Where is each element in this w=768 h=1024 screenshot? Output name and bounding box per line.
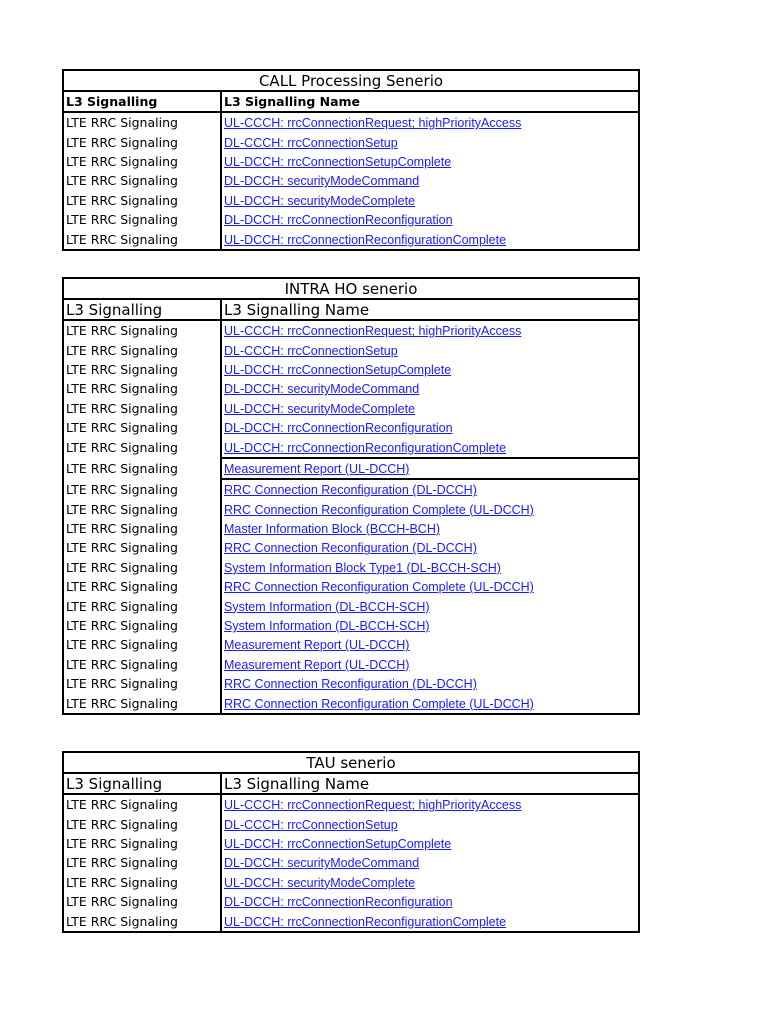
table-row (63, 577, 639, 596)
column-header-l3-signalling: L3 Signalling (63, 773, 221, 794)
signalling-type-cell: LTE RRC Signaling (63, 500, 221, 519)
signalling-type-cell: LTE RRC Signaling (63, 794, 221, 814)
table-row (63, 479, 639, 499)
signalling-type-cell: LTE RRC Signaling (63, 340, 221, 359)
table-row (63, 379, 639, 398)
table-row (63, 437, 639, 457)
signalling-name-link[interactable]: System Information (DL-BCCH-SCH) (224, 619, 430, 634)
table-row (63, 152, 639, 171)
table-row (63, 834, 639, 853)
table-row (63, 558, 639, 577)
signalling-type-cell: LTE RRC Signaling (63, 379, 221, 398)
signalling-name-cell (221, 418, 639, 437)
signalling-type-cell: LTE RRC Signaling (63, 229, 221, 249)
table-header-row (63, 773, 639, 794)
signalling-name-link[interactable]: UL-DCCH: rrcConnectionSetupComplete (224, 362, 452, 377)
signalling-type-cell: LTE RRC Signaling (63, 558, 221, 577)
signalling-name-link[interactable]: UL-DCCH: rrcConnectionReconfigurationComplete (224, 440, 507, 455)
table-row (63, 693, 639, 713)
signalling-name-cell (221, 674, 639, 693)
signalling-name-cell (221, 794, 639, 814)
signalling-type-cell: LTE RRC Signaling (63, 132, 221, 151)
table-header-row (63, 91, 639, 112)
signalling-name-cell (221, 596, 639, 615)
signalling-name-cell (221, 320, 639, 340)
signalling-name-cell (221, 892, 639, 911)
signalling-name-link[interactable]: Measurement Report (UL-DCCH) (224, 657, 410, 672)
signalling-name-link[interactable]: DL-DCCH: rrcConnectionReconfiguration (224, 895, 453, 910)
signalling-name-cell (221, 814, 639, 833)
column-header-l3-signalling: L3 Signalling (63, 299, 221, 320)
signalling-type-cell: LTE RRC Signaling (63, 458, 221, 479)
signalling-type-cell: LTE RRC Signaling (63, 577, 221, 596)
signalling-name-cell (221, 210, 639, 229)
signalling-name-link[interactable]: UL-DCCH: rrcConnectionReconfigurationComplete (224, 232, 507, 247)
signalling-type-cell: LTE RRC Signaling (63, 360, 221, 379)
signalling-name-link[interactable]: RRC Connection Reconfiguration (DL-DCCH) (224, 483, 477, 498)
table-row (63, 320, 639, 340)
table-row (63, 519, 639, 538)
signalling-name-link[interactable]: DL-DCCH: securityModeCommand (224, 174, 420, 189)
signalling-type-cell: LTE RRC Signaling (63, 853, 221, 872)
signalling-type-cell: LTE RRC Signaling (63, 320, 221, 340)
table-title: INTRA HO senerio (63, 278, 639, 299)
signalling-type-cell: LTE RRC Signaling (63, 655, 221, 674)
signalling-name-cell (221, 171, 639, 190)
signalling-type-cell: LTE RRC Signaling (63, 171, 221, 190)
column-header-l3-signalling: L3 Signalling (63, 91, 221, 112)
table-row (63, 853, 639, 872)
signalling-name-link[interactable]: DL-DCCH: securityModeCommand (224, 382, 420, 397)
signalling-name-cell (221, 360, 639, 379)
signalling-type-cell: LTE RRC Signaling (63, 674, 221, 693)
signalling-name-link[interactable]: DL-DCCH: rrcConnectionReconfiguration (224, 213, 453, 228)
signalling-name-cell (221, 873, 639, 892)
signalling-name-link[interactable]: DL-DCCH: securityModeCommand (224, 856, 420, 871)
signalling-name-cell (221, 911, 639, 931)
signalling-name-link[interactable]: DL-CCCH: rrcConnectionSetup (224, 343, 398, 358)
table-row (63, 814, 639, 833)
signalling-name-link[interactable]: Measurement Report (UL-DCCH) (224, 461, 410, 476)
table-row (63, 340, 639, 359)
signalling-type-cell: LTE RRC Signaling (63, 596, 221, 615)
signalling-name-cell (221, 635, 639, 654)
signalling-name-link[interactable]: RRC Connection Reconfiguration (DL-DCCH) (224, 541, 477, 556)
table-row (63, 635, 639, 654)
signalling-type-cell: LTE RRC Signaling (63, 814, 221, 833)
signalling-type-cell: LTE RRC Signaling (63, 112, 221, 132)
signalling-name-cell (221, 458, 639, 479)
table-row (63, 458, 639, 479)
signalling-type-cell: LTE RRC Signaling (63, 437, 221, 457)
signalling-name-cell (221, 479, 639, 499)
signalling-type-cell: LTE RRC Signaling (63, 399, 221, 418)
signalling-name-cell (221, 500, 639, 519)
table-title-row (63, 752, 639, 773)
signalling-type-cell: LTE RRC Signaling (63, 519, 221, 538)
table-row (63, 171, 639, 190)
signalling-type-cell: LTE RRC Signaling (63, 616, 221, 635)
table-row (63, 360, 639, 379)
column-header-l3-signalling-name: L3 Signalling Name (221, 91, 639, 112)
table-title: TAU senerio (63, 752, 639, 773)
signalling-type-cell: LTE RRC Signaling (63, 693, 221, 713)
table-title: CALL Processing Senerio (63, 70, 639, 91)
signalling-type-cell: LTE RRC Signaling (63, 479, 221, 499)
signalling-name-link[interactable]: UL-CCCH: rrcConnectionRequest; highPriorityAccess (224, 324, 522, 339)
signalling-name-link[interactable]: RRC Connection Reconfiguration (DL-DCCH) (224, 677, 477, 692)
signalling-name-link[interactable]: DL-CCCH: rrcConnectionSetup (224, 817, 398, 832)
signalling-name-link[interactable]: RRC Connection Reconfiguration Complete (UL-DCCH) (224, 502, 534, 517)
signalling-name-cell (221, 577, 639, 596)
signalling-name-cell (221, 834, 639, 853)
signalling-name-cell (221, 616, 639, 635)
signalling-type-cell: LTE RRC Signaling (63, 911, 221, 931)
table-row (63, 191, 639, 210)
table-row (63, 500, 639, 519)
table-row (63, 911, 639, 931)
table-row (63, 229, 639, 249)
signalling-type-cell: LTE RRC Signaling (63, 210, 221, 229)
table-row (63, 616, 639, 635)
signalling-type-cell: LTE RRC Signaling (63, 152, 221, 171)
signalling-name-link[interactable]: Measurement Report (UL-DCCH) (224, 638, 410, 653)
signalling-name-link[interactable]: RRC Connection Reconfiguration Complete (UL-DCCH) (224, 696, 534, 711)
signalling-name-cell (221, 112, 639, 132)
signalling-name-link[interactable]: System Information Block Type1 (DL-BCCH-SCH) (224, 560, 501, 575)
signalling-name-link[interactable]: UL-DCCH: rrcConnectionSetupComplete (224, 154, 452, 169)
signalling-name-cell (221, 693, 639, 713)
signalling-name-link[interactable]: UL-DCCH: securityModeComplete (224, 193, 416, 208)
signalling-name-cell (221, 853, 639, 872)
table-row (63, 538, 639, 557)
signalling-type-cell: LTE RRC Signaling (63, 873, 221, 892)
table-row (63, 112, 639, 132)
signalling-name-cell (221, 519, 639, 538)
signalling-type-cell: LTE RRC Signaling (63, 418, 221, 437)
signalling-name-link[interactable]: UL-CCCH: rrcConnectionRequest; highPriorityAccess (224, 798, 522, 813)
column-header-l3-signalling-name: L3 Signalling Name (221, 299, 639, 320)
signalling-type-cell: LTE RRC Signaling (63, 834, 221, 853)
signalling-name-link[interactable]: Master Information Block (BCCH-BCH) (224, 522, 441, 537)
signalling-type-cell: LTE RRC Signaling (63, 635, 221, 654)
signalling-name-link[interactable]: System Information (DL-BCCH-SCH) (224, 599, 430, 614)
table-row (63, 596, 639, 615)
signalling-type-cell: LTE RRC Signaling (63, 892, 221, 911)
signalling-name-link[interactable]: UL-DCCH: securityModeComplete (224, 875, 416, 890)
signalling-name-cell (221, 229, 639, 249)
column-header-l3-signalling-name: L3 Signalling Name (221, 773, 639, 794)
signalling-name-link[interactable]: RRC Connection Reconfiguration Complete (UL-DCCH) (224, 580, 534, 595)
table-title-row (63, 278, 639, 299)
table-header-row (63, 299, 639, 320)
signalling-name-link[interactable]: UL-DCCH: securityModeComplete (224, 401, 416, 416)
table-row (63, 794, 639, 814)
signalling-name-link[interactable]: UL-DCCH: rrcConnectionReconfigurationComplete (224, 914, 507, 929)
table-row (63, 132, 639, 151)
call-processing-table (62, 69, 640, 251)
signalling-type-cell: LTE RRC Signaling (63, 191, 221, 210)
table-title-row (63, 70, 639, 91)
signalling-name-cell (221, 558, 639, 577)
table-row (63, 892, 639, 911)
intra-ho-table (62, 277, 640, 715)
signalling-name-cell (221, 152, 639, 171)
table-row (63, 210, 639, 229)
signalling-name-cell (221, 340, 639, 359)
table-row (63, 399, 639, 418)
signalling-name-link[interactable]: DL-CCCH: rrcConnectionSetup (224, 135, 398, 150)
table-row (63, 418, 639, 437)
signalling-name-cell (221, 191, 639, 210)
table-row (63, 674, 639, 693)
signalling-name-cell (221, 655, 639, 674)
signalling-type-cell: LTE RRC Signaling (63, 538, 221, 557)
signalling-name-link[interactable]: UL-CCCH: rrcConnectionRequest; highPriorityAccess (224, 116, 522, 131)
signalling-name-link[interactable]: UL-DCCH: rrcConnectionSetupComplete (224, 836, 452, 851)
signalling-name-cell (221, 437, 639, 457)
table-row (63, 655, 639, 674)
signalling-name-cell (221, 399, 639, 418)
signalling-name-link[interactable]: DL-DCCH: rrcConnectionReconfiguration (224, 421, 453, 436)
signalling-name-cell (221, 132, 639, 151)
signalling-name-cell (221, 379, 639, 398)
table-row (63, 873, 639, 892)
signalling-name-cell (221, 538, 639, 557)
tau-table (62, 751, 640, 933)
